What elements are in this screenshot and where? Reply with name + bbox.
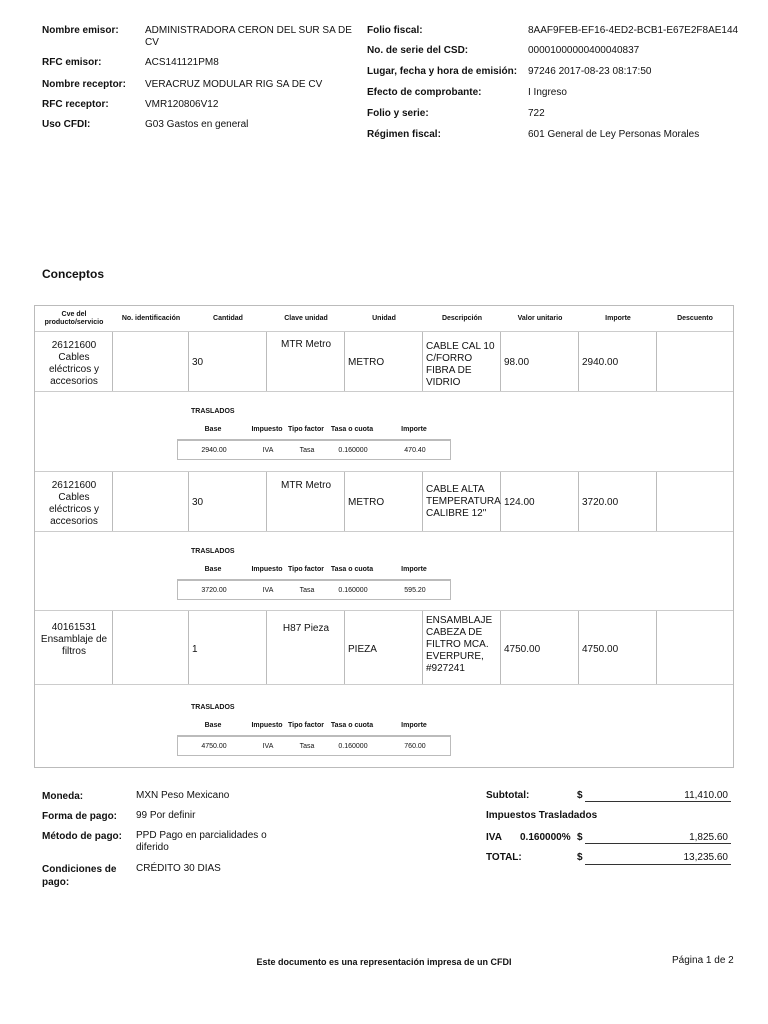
- item-cve: [38, 622, 110, 658]
- regimen-label: Régimen fiscal:: [367, 129, 441, 140]
- concepts-table: [34, 305, 734, 768]
- tax-th-importe: Importe: [401, 426, 427, 433]
- item-clave-unidad: MTR Metro: [281, 480, 331, 491]
- tax-base: 2940.00: [201, 447, 227, 454]
- item-no-id: [113, 611, 189, 684]
- item-descuento: [657, 472, 733, 531]
- conceptos-title: Conceptos: [42, 267, 105, 281]
- th-cve: Cve del producto/servicio: [44, 310, 104, 326]
- forma-pago-label: Forma de pago:: [42, 811, 118, 822]
- th-cantidad: Cantidad: [213, 314, 243, 322]
- iva-rate: 0.160000%: [520, 832, 571, 843]
- total-label: TOTAL:: [486, 852, 522, 863]
- lugar-fecha-value: 97246 2017-08-23 08:17:50: [528, 66, 652, 77]
- th-valor-unitario: Valor unitario: [517, 314, 563, 322]
- tax-row: [177, 736, 451, 756]
- item-cve: [38, 480, 110, 528]
- item-valor-unitario: 4750.00: [504, 644, 541, 655]
- th-clave-unidad: Clave unidad: [284, 314, 328, 322]
- th-no-id: No. identificación: [121, 314, 181, 322]
- tax-base: 4750.00: [201, 743, 227, 750]
- subtotal-value: 11,410.00: [684, 790, 728, 801]
- item-descuento: [657, 332, 733, 391]
- rfc-emisor-label: RFC emisor:: [42, 57, 102, 68]
- emisor-name-value: ADMINISTRADORA CERON DEL SUR SA DE CV: [145, 25, 352, 48]
- item-importe: 3720.00: [582, 497, 619, 508]
- receptor-name-label: Nombre receptor:: [42, 79, 126, 90]
- tax-th-tasa: Tasa o cuota: [330, 722, 374, 729]
- item-unidad: PIEZA: [348, 644, 377, 655]
- item-cve-code: 26121600: [51, 480, 97, 491]
- iva-value: 1,825.60: [689, 832, 728, 843]
- moneda-value: MXN Peso Mexicano: [136, 790, 230, 801]
- table-row: [35, 332, 733, 392]
- page-number: Página 1 de 2: [672, 955, 734, 966]
- rfc-receptor-value: VMR120806V12: [145, 99, 219, 110]
- tax-header: [177, 421, 451, 440]
- item-importe: 2940.00: [582, 357, 619, 368]
- metodo-pago-label: Método de pago:: [42, 831, 122, 842]
- item-valor-unitario: 98.00: [504, 357, 530, 368]
- tax-importe: 470.40: [404, 447, 426, 454]
- tax-tasa: 0.160000: [338, 587, 368, 594]
- folio-fiscal-value: 8AAF9FEB-EF16-4ED2-BCB1-E67E2F8AE144: [528, 25, 739, 36]
- item-cantidad: 1: [192, 644, 198, 655]
- item-cantidad: 30: [192, 357, 204, 368]
- item-clave-unidad: MTR Metro: [281, 339, 331, 350]
- table-header: [35, 306, 733, 332]
- item-cve-desc: Cables eléctricos y accesorios: [48, 492, 99, 527]
- tax-impuesto: IVA: [262, 447, 274, 454]
- table-row: [35, 611, 733, 685]
- item-no-id: [113, 332, 189, 391]
- tax-th-impuesto: Impuesto: [251, 426, 283, 433]
- tax-th-impuesto: Impuesto: [251, 722, 283, 729]
- tax-tasa: 0.160000: [338, 447, 368, 454]
- total-underline: [585, 864, 731, 865]
- tax-th-importe: Importe: [401, 566, 427, 573]
- item-no-id: [113, 472, 189, 531]
- tax-th-base: Base: [204, 566, 222, 573]
- item-importe: 4750.00: [582, 644, 619, 655]
- tax-block: [35, 685, 733, 767]
- iva-label: IVA: [486, 832, 502, 843]
- uso-cfdi-value: G03 Gastos en general: [145, 119, 249, 130]
- traslados-title: TRASLADOS: [191, 548, 235, 555]
- tax-tasa: 0.160000: [338, 743, 368, 750]
- tax-importe: 760.00: [404, 743, 426, 750]
- tax-importe: 595.20: [404, 587, 426, 594]
- folio-fiscal-label: Folio fiscal:: [367, 25, 423, 36]
- emisor-name-label: Nombre emisor:: [42, 25, 119, 36]
- table-row: [35, 472, 733, 532]
- receptor-name-value: VERACRUZ MODULAR RIG SA DE CV: [145, 79, 323, 90]
- item-cantidad: 30: [192, 497, 204, 508]
- iva-currency: $: [577, 832, 583, 843]
- item-cve-desc: Cables eléctricos y accesorios: [48, 352, 99, 387]
- metodo-pago-value: PPD Pago en parcialidades o diferido: [136, 830, 267, 853]
- tax-th-base: Base: [204, 722, 222, 729]
- condiciones-value: CRÉDITO 30 DIAS: [136, 863, 221, 874]
- item-cve-code: 40161531: [51, 622, 97, 633]
- tax-header: [177, 561, 451, 580]
- rfc-receptor-label: RFC receptor:: [42, 99, 109, 110]
- uso-cfdi-label: Uso CFDI:: [42, 119, 91, 130]
- item-cve: [38, 340, 110, 388]
- subtotal-label: Subtotal:: [486, 790, 530, 801]
- condiciones-label: Condiciones de pago:: [42, 864, 117, 888]
- total-value: 13,235.60: [683, 852, 728, 863]
- item-descripcion: CABLE ALTA TEMPERATURA CALIBRE 12": [426, 484, 501, 519]
- forma-pago-value: 99 Por definir: [136, 810, 196, 821]
- tax-block: [35, 392, 733, 472]
- cfdi-note: Este documento es una representación impresa de un CFDI: [256, 957, 512, 967]
- moneda-label: Moneda:: [42, 791, 84, 802]
- folio-serie-label: Folio y serie:: [367, 108, 429, 119]
- tax-block: [35, 532, 733, 611]
- tax-tipo-factor: Tasa: [299, 587, 315, 594]
- item-cve-desc: Ensamblaje de filtros: [40, 634, 108, 657]
- th-importe: Importe: [605, 314, 631, 322]
- subtotal-underline: [585, 801, 731, 802]
- item-descripcion: CABLE CAL 10 C/FORRO FIBRA DE VIDRIO: [426, 341, 495, 388]
- tax-row: [177, 440, 451, 460]
- tax-th-tipo-factor: Tipo factor: [287, 426, 325, 433]
- item-descripcion: ENSAMBLAJE CABEZA DE FILTRO MCA. EVERPURE, #927241: [426, 615, 493, 674]
- total-currency: $: [577, 852, 583, 863]
- item-clave-unidad: H87 Pieza: [282, 623, 330, 634]
- item-unidad: METRO: [348, 357, 385, 368]
- tax-th-tipo-factor: Tipo factor: [287, 566, 325, 573]
- th-descuento: Descuento: [677, 314, 713, 322]
- th-unidad: Unidad: [372, 314, 396, 322]
- tax-th-impuesto: Impuesto: [251, 566, 283, 573]
- tax-base: 3720.00: [201, 587, 227, 594]
- tax-th-tipo-factor: Tipo factor: [287, 722, 325, 729]
- tax-header: [177, 717, 451, 736]
- tax-tipo-factor: Tasa: [299, 447, 315, 454]
- impuestos-label: Impuestos Trasladados: [486, 810, 598, 821]
- lugar-fecha-label: Lugar, fecha y hora de emisión:: [367, 66, 518, 77]
- traslados-title: TRASLADOS: [191, 408, 235, 415]
- subtotal-currency: $: [577, 790, 583, 801]
- efecto-label: Efecto de comprobante:: [367, 87, 482, 98]
- tax-impuesto: IVA: [262, 587, 274, 594]
- regimen-value: 601 General de Ley Personas Morales: [528, 129, 700, 140]
- serie-csd-label: No. de serie del CSD:: [367, 45, 469, 56]
- efecto-value: I Ingreso: [528, 87, 567, 98]
- traslados-title: TRASLADOS: [191, 704, 235, 711]
- folio-serie-value: 722: [528, 108, 545, 119]
- tax-th-importe: Importe: [401, 722, 427, 729]
- item-cve-code: 26121600: [51, 340, 97, 351]
- tax-tipo-factor: Tasa: [299, 743, 315, 750]
- rfc-emisor-value: ACS141121PM8: [145, 57, 219, 68]
- tax-row: [177, 580, 451, 600]
- tax-impuesto: IVA: [262, 743, 274, 750]
- iva-underline: [585, 843, 731, 844]
- serie-csd-value: 00001000000400040837: [528, 45, 640, 56]
- tax-th-base: Base: [204, 426, 222, 433]
- tax-th-tasa: Tasa o cuota: [330, 566, 374, 573]
- tax-th-tasa: Tasa o cuota: [330, 426, 374, 433]
- item-valor-unitario: 124.00: [504, 497, 535, 508]
- item-unidad: METRO: [348, 497, 385, 508]
- item-descuento: [657, 611, 733, 684]
- th-descripcion: Descripción: [441, 314, 483, 322]
